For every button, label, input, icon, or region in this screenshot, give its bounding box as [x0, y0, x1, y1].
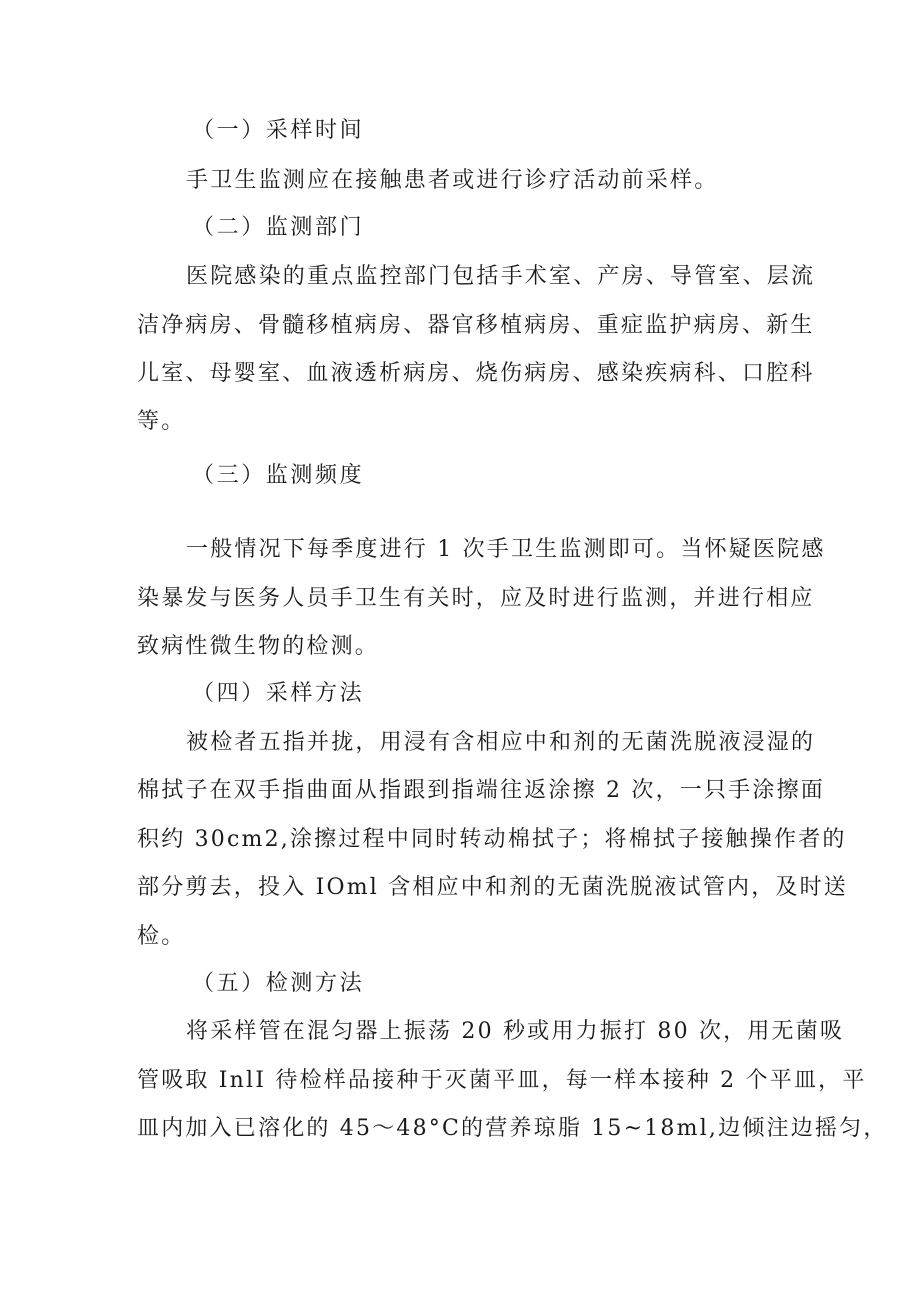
section-heading-monitoring-frequency: （三）监测频度 [192, 463, 365, 488]
paragraph-line: 洁净病房、骨髓移植病房、器官移植病房、重症监护病房、新生 [137, 313, 815, 338]
paragraph-line: 积约 30cm2,涂擦过程中同时转动棉拭子；将棉拭子接触操作者的 [137, 827, 847, 852]
paragraph-line: 被检者五指并拢，用浸有含相应中和剂的无菌洗脱液浸湿的 [186, 730, 816, 755]
paragraph-line: 检。 [137, 924, 186, 949]
paragraph-line: 儿室、母婴室、血液透析病房、烧伤病房、感染疾病科、口腔科 [137, 361, 815, 386]
paragraph-line: 致病性微生物的检测。 [137, 634, 380, 659]
paragraph-line: 棉拭子在双手指曲面从指跟到指端往返涂擦 2 次，一只手涂擦面 [137, 778, 825, 803]
paragraph-line: 医院感染的重点监控部门包括手术室、产房、导管室、层流 [186, 264, 816, 289]
paragraph-line: 手卫生监测应在接触患者或进行诊疗活动前采样。 [186, 168, 719, 193]
paragraph-line: 管吸取 InlI 待检样品接种于灭菌平皿，每一样本接种 2 个平皿，平 [137, 1068, 867, 1093]
paragraph-line: 等。 [137, 409, 186, 434]
section-heading-monitoring-departments: （二）监测部门 [192, 215, 365, 240]
section-heading-testing-method: （五）检测方法 [192, 971, 365, 996]
paragraph-line: 染暴发与医务人员手卫生有关时，应及时进行监测，并进行相应 [137, 586, 815, 611]
paragraph-line: 皿内加入已溶化的 45～48°C的营养琼脂 15~18ml,边倾注边摇匀， [137, 1116, 888, 1141]
section-heading-sampling-method: （四）采样方法 [192, 681, 365, 706]
paragraph-line: 将采样管在混匀器上振荡 20 秒或用力振打 80 次，用无菌吸 [186, 1019, 845, 1044]
paragraph-line: 一般情况下每季度进行 1 次手卫生监测即可。当怀疑医院感 [186, 537, 826, 562]
paragraph-line: 部分剪去，投入 IOml 含相应中和剂的无菌洗脱液试管内，及时送 [137, 875, 849, 900]
section-heading-sampling-time: （一）采样时间 [192, 118, 365, 143]
